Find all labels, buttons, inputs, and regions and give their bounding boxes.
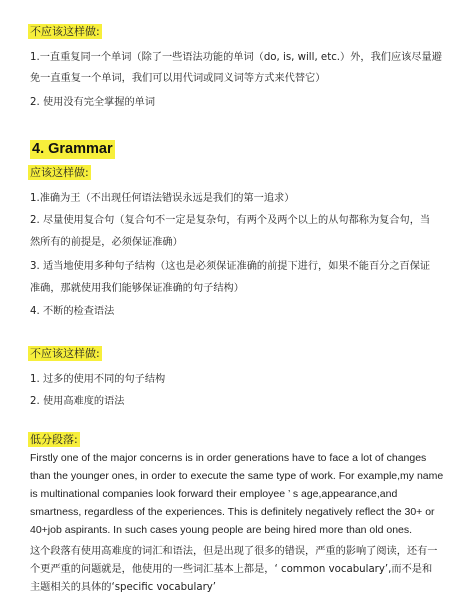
list-item: 1.一直重复同一个单词（除了一些语法功能的单词（do, is, will, etc.）外，我们应该尽量避 — [30, 52, 442, 63]
commentary-line: 个更严重的问题就是，他使用的一些词汇基本上都是，‘ common vocabulary’,而不是和 — [30, 564, 433, 575]
list-item: 4. 不断的检查语法 — [30, 306, 115, 317]
list-item: 2. 尽量使用复合句（复合句不一定是复杂句，有两个及两个以上的从句都称为复合句，当 — [30, 215, 431, 226]
should-tag: 应该这样做: — [30, 166, 89, 179]
list-item: 3. 适当地使用多种句子结构（这也是必须保证准确的前提下进行，如果不能百分之百保证 — [30, 261, 431, 272]
list-item: 免一直重复一个单词，我们可以用代词或同义词等方式来代替它） — [30, 73, 326, 84]
english-line: than the younger ones, in order to execute the same type of work. For example,my name — [30, 470, 444, 482]
english-line: Firstly one of the major concerns is in order generations have to face a lot of changes — [30, 452, 427, 464]
list-item: 2. 使用高难度的语法 — [30, 396, 125, 407]
low-score-tag: 低分段落: — [30, 433, 78, 446]
list-item: 准确，那就使用我们能够保证准确的句子结构） — [30, 283, 244, 294]
commentary-line: 主题相关的具体的‘specific vocabulary’ — [30, 582, 217, 593]
list-item: 然所有的前提是，必须保证准确） — [30, 237, 183, 248]
english-line: smartness, regardless of the experiences. This is definitely negatively reflect the 30+ or — [30, 506, 435, 518]
list-item: 1. 过多的使用不同的句子结构 — [30, 374, 166, 385]
avoid-tag: 不应该这样做: — [30, 25, 100, 38]
english-line: 40+job aspirants. In such cases young people are being hired more than old ones. — [30, 524, 413, 536]
avoid-tag: 不应该这样做: — [30, 347, 100, 360]
list-item: 1.准确为王（不出现任何语法错误永远是我们的第一追求） — [30, 193, 295, 204]
english-line: is multinational companies look forward their employee ’ s age,appearance,and — [30, 488, 398, 500]
section-heading: 4. Grammar — [32, 141, 113, 157]
list-item: 2. 使用没有完全掌握的单词 — [30, 97, 156, 108]
commentary-line: 这个段落有使用高难度的词汇和语法，但是出现了很多的错误，严重的影响了阅读，还有一 — [30, 546, 438, 557]
